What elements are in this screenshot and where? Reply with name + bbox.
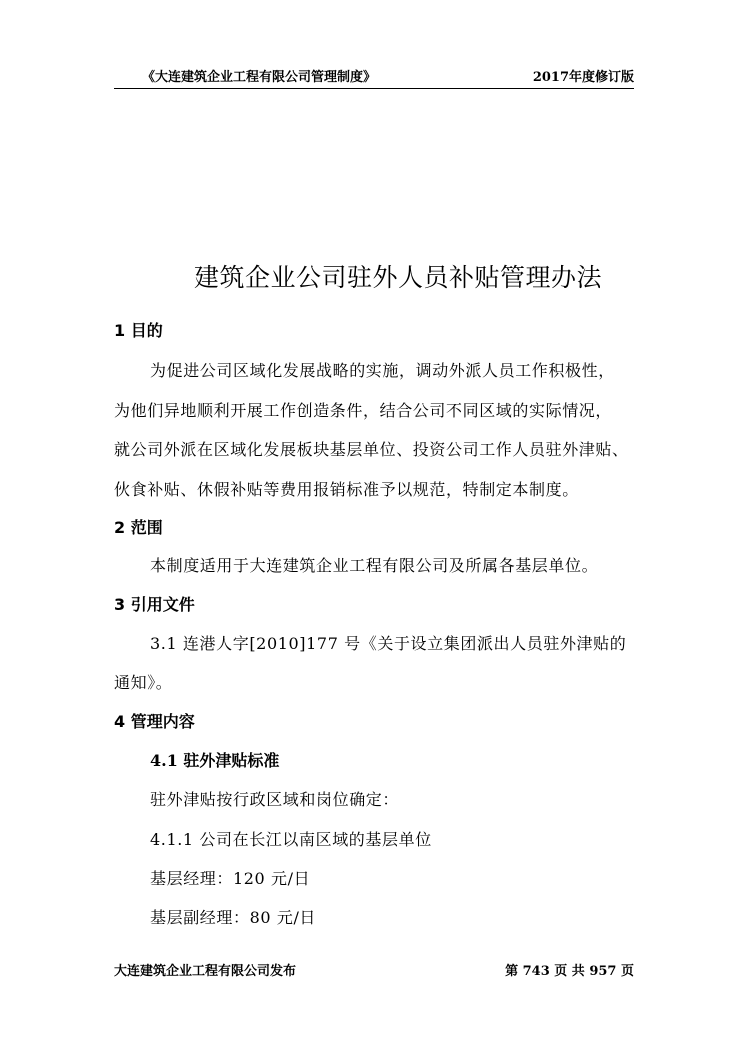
- paragraph-line: 为他们异地顺利开展工作创造条件，结合公司不同区域的实际情况，: [114, 401, 613, 420]
- header-divider: [114, 88, 634, 89]
- subsection-heading: 4.1 驻外津贴标准: [150, 751, 280, 770]
- section-heading-references: 3 引用文件: [114, 595, 195, 614]
- footer-page-number: 第 743 页 共 957 页: [505, 964, 634, 979]
- paragraph-line: 基层经理：120 元/日: [150, 869, 311, 888]
- header-document-title: 《大连建筑企业工程有限公司管理制度》: [142, 70, 377, 85]
- paragraph-line: 通知》。: [114, 673, 173, 692]
- paragraph-line: 本制度适用于大连建筑企业工程有限公司及所属各基层单位。: [150, 556, 599, 575]
- section-heading-management: 4 管理内容: [114, 712, 195, 731]
- section-heading-purpose: 1 目的: [114, 321, 163, 340]
- paragraph-line: 4.1.1 公司在长江以南区域的基层单位: [150, 830, 432, 849]
- paragraph-line: 驻外津贴按行政区域和岗位确定：: [150, 790, 400, 809]
- footer-publisher: 大连建筑企业工程有限公司发布: [114, 964, 297, 979]
- section-heading-scope: 2 范围: [114, 518, 163, 537]
- page-header: [114, 66, 634, 90]
- page-title: 建筑企业公司驻外人员补贴管理办法: [193, 263, 602, 292]
- header-edition: 2017年度修订版: [532, 70, 634, 85]
- paragraph-line: 就公司外派在区域化发展板块基层单位、投资公司工作人员驻外津贴、: [114, 440, 629, 459]
- paragraph-line: 伙食补贴、休假补贴等费用报销标准予以规范，特制定本制度。: [114, 480, 579, 499]
- paragraph-line: 3.1 连港人字[2010]177 号《关于设立集团派出人员驻外津贴的: [150, 634, 627, 653]
- paragraph-line: 基层副经理：80 元/日: [150, 908, 317, 927]
- paragraph-line: 为促进公司区域化发展战略的实施，调动外派人员工作积极性，: [150, 361, 615, 380]
